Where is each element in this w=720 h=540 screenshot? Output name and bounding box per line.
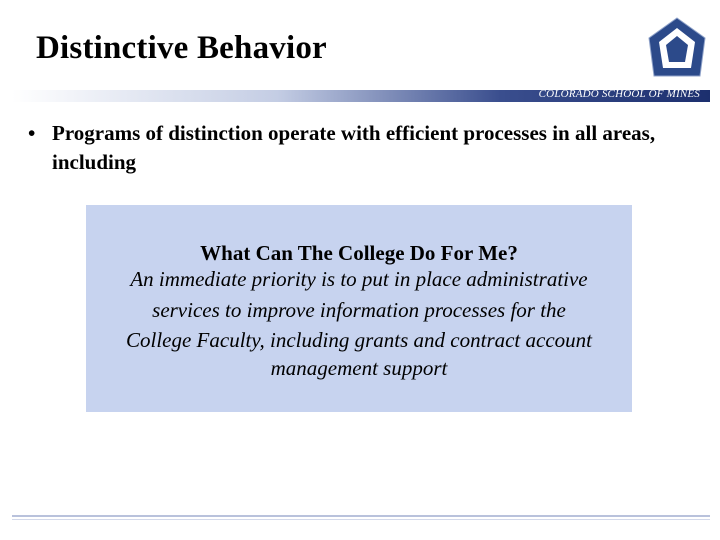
callout-heading: What Can The College Do For Me? xyxy=(200,241,518,265)
callout-line-1: An immediate priority is to put in place administrative xyxy=(130,267,588,291)
callout-box xyxy=(86,205,632,412)
callout-line-2: services to improve information processes for the xyxy=(152,298,566,322)
school-name: COLORADO SCHOOL OF MINES xyxy=(538,88,700,100)
footer-divider xyxy=(12,515,710,517)
callout-line-4: management support xyxy=(270,356,448,380)
bullet-text: Programs of distinction operate with efficient processes in all areas, including xyxy=(52,121,656,174)
footer-divider-thin xyxy=(12,519,710,520)
callout-line-3: College Faculty, including grants and contract account xyxy=(125,328,592,352)
slide-title: Distinctive Behavior xyxy=(36,30,327,66)
bullet-marker: • xyxy=(28,121,36,145)
